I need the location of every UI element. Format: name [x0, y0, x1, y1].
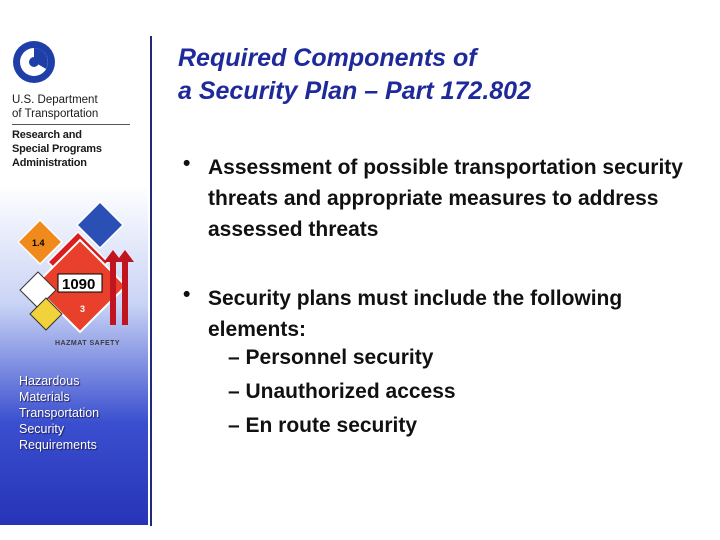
section-title-line-4: Security — [19, 422, 65, 436]
slide-title — [178, 42, 698, 108]
slide-title-line-1: Required Components of — [178, 44, 477, 72]
section-title-line-1: Hazardous — [19, 374, 80, 388]
agency-name-line-1: Research and — [12, 129, 82, 141]
bullet-marker: • — [183, 152, 191, 175]
slide-title-line-2: a Security Plan – Part 172.802 — [178, 77, 531, 105]
vertical-divider — [150, 36, 152, 526]
sub-bullet-text: – Unauthorized access — [228, 380, 456, 403]
section-title-line-2: Materials — [19, 390, 70, 404]
dot-logo-icon — [12, 40, 56, 84]
placard-center-number: 1090 — [62, 276, 96, 293]
hazmat-safety-caption: HAZMAT SAFETY — [55, 340, 121, 347]
agency-name-line-3: Administration — [12, 157, 87, 169]
hazmat-placards-image — [18, 200, 143, 355]
sub-bullet-text: – Personnel security — [228, 346, 434, 369]
placard-left-number: 1.4 — [32, 238, 45, 248]
bullet-text: Assessment of possible transportation security threats and appropriate measures to address assessed threats — [208, 156, 683, 241]
agency-name-line-2: Special Programs — [12, 143, 102, 155]
bullet-marker: • — [183, 283, 191, 306]
org-divider — [12, 124, 130, 125]
org-name-line-1: U.S. Department — [12, 94, 98, 106]
section-title-line-5: Requirements — [19, 438, 97, 452]
placard-right-number: 3 — [80, 304, 86, 314]
org-name-line-2: of Transportation — [12, 108, 99, 120]
bullet-text: Security plans must include the following elements: — [208, 287, 623, 341]
sub-bullet-text: – En route security — [228, 414, 418, 437]
sidebar — [0, 0, 150, 540]
section-title-line-3: Transportation — [19, 406, 100, 420]
